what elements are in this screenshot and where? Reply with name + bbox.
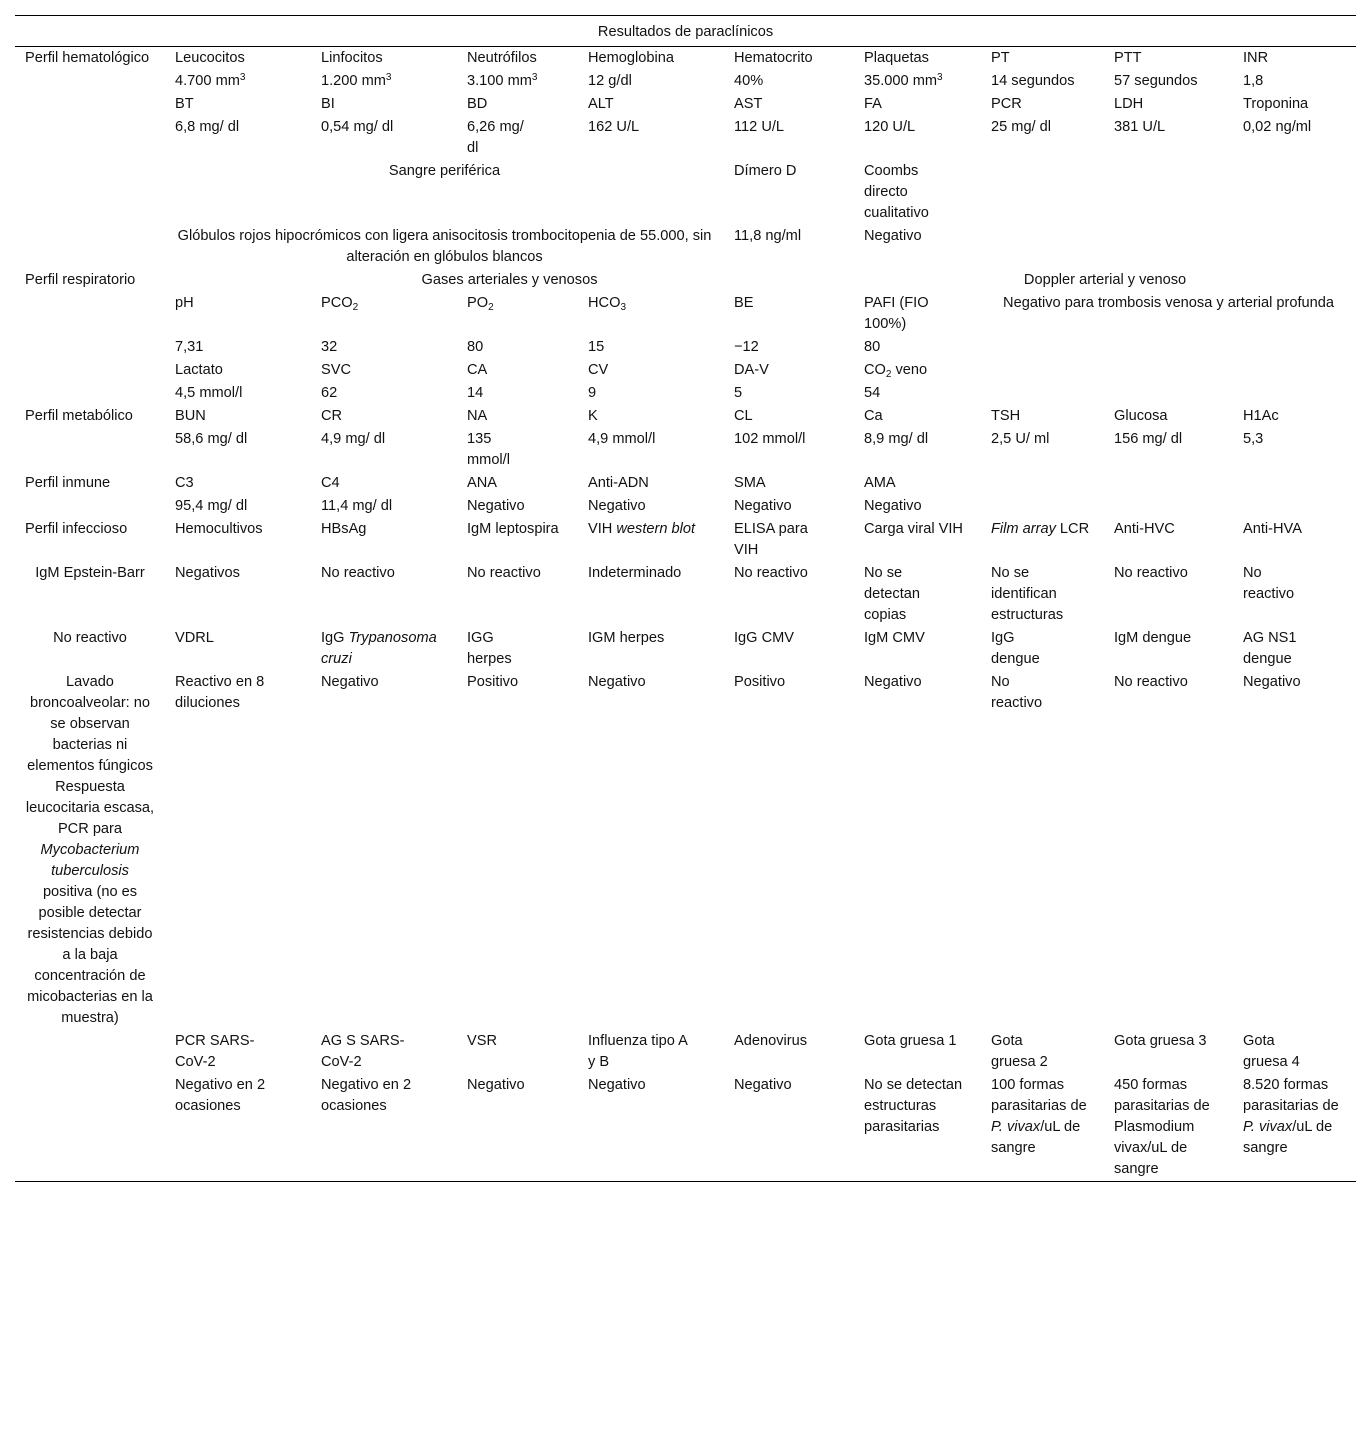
cell: Negativo para trombosis venosa y arterial profunda [1003,295,1335,311]
table-title: Resultados de paraclínicos [597,24,774,40]
cell: VSR [467,1033,498,1049]
cell: PT [991,50,1010,66]
cell: 15 [588,339,605,355]
cell: IgM leptospira [467,521,559,537]
cell: Negativos [175,565,240,581]
cell: PCR [991,96,1022,112]
cell: 54 [864,385,881,401]
cell: HBsAg [321,521,367,537]
cell: 450 formas parasitarias de Plasmodium vivax/uL de sangre [1114,1077,1210,1177]
cell: Gota gruesa 4 [1243,1033,1300,1070]
cell: Positivo [734,674,786,690]
lab-results-table [15,15,1356,1182]
cell: ALT [588,96,614,112]
cell: No reactivo [321,565,395,581]
cell: 112 U/L [734,119,785,135]
cell: PTT [1114,50,1142,66]
cell: No se detectan estructuras parasitarias [864,1077,963,1135]
cell: 1.200 $mm^3$ [321,72,392,89]
cell: AMA [864,475,896,491]
cell: NA [467,408,488,424]
table-row [15,336,1356,359]
cell: 6,26 mg/ dl [467,119,524,156]
cell: Reactivo en 8 diluciones [175,674,265,711]
cell: Anti-HVA [1243,521,1302,537]
cell: PAFI (FIO 100%) [864,295,929,332]
cell: BI [321,96,335,112]
cell: CR [321,408,343,424]
row-label-metabolico: Perfil metabólico [25,408,133,424]
cell: Hematocrito [734,50,813,66]
cell: Negativo [734,1077,792,1093]
cell: Hemoglobina [588,50,674,66]
cell: 11,8 ng/ml [734,228,802,244]
cell: Negativo [864,674,922,690]
cell: 58,6 mg/ dl [175,431,248,447]
cell: 4,9 mg/ dl [321,431,386,447]
cell: Carga viral VIH [864,521,963,537]
cell: $PCO_2$ [321,295,359,313]
cell: No reactivo [991,674,1043,711]
cell: No reactivo [734,565,808,581]
cell: Indeterminado [588,565,682,581]
cell: Anti-ADN [588,475,649,491]
cell: Leucocitos [175,50,245,66]
cell: BUN [175,408,206,424]
row-label-inmune: Perfil inmune [25,475,111,491]
cell: 1,8 [1243,73,1264,89]
cell: −12 [734,339,759,355]
cell: 0,02 ng/ml [1243,119,1312,135]
table-row [15,382,1356,405]
cell: Positivo [467,674,519,690]
cell: IgM Epstein-Barr [35,565,145,581]
cell: 5,3 [1243,431,1264,447]
table-row [15,495,1356,518]
cell: Film array LCR [991,521,1090,537]
cell: Negativo [1243,674,1301,690]
cell: Glóbulos rojos hipocrómicos con ligera anisocitosis trombocitopenia de 55.000, sin alteración en glóbulos blancos [177,228,712,265]
cell: AG S SARS-CoV-2 [321,1033,405,1070]
cell: Negativo [321,674,379,690]
cell: IgM dengue [1114,630,1192,646]
cell: 57 segundos [1114,73,1198,89]
cell: Coombs directo cualitativo [864,163,929,221]
cell: Negativo [467,498,525,514]
cell: Neutrófilos [467,50,537,66]
table-row [15,47,1356,71]
cell: IGG herpes [467,630,512,667]
cell: No reactivo [53,630,127,646]
table-header-row [15,16,1356,47]
cell: BT [175,96,194,112]
table-row [15,627,1356,671]
cell: No reactivo [1114,674,1188,690]
cell: Troponina [1243,96,1309,112]
cell: 4,9 mmol/l [588,431,656,447]
cell: TSH [991,408,1021,424]
table-row [15,518,1356,562]
cell: Ca [864,408,883,424]
table-row [15,428,1356,472]
cell: Negativo [588,1077,646,1093]
cell: Adenovirus [734,1033,808,1049]
cell: CL [734,408,753,424]
cell: CV [588,362,609,378]
cell: 0,54 mg/ dl [321,119,394,135]
cell: SMA [734,475,766,491]
cell: Influenza tipo A y B [588,1033,687,1070]
cell: VIH western blot [588,521,696,537]
cell: Gases arteriales y venosos [421,272,598,288]
cell: $HCO_3$ [588,295,626,313]
row-label-respiratorio: Perfil respiratorio [25,272,136,288]
cell: Doppler arterial y venoso [1023,272,1187,288]
cell: BD [467,96,488,112]
cell: CA [467,362,488,378]
cell: 5 [734,385,743,401]
cell: Gota gruesa 2 [991,1033,1048,1070]
cell: No reactivo [467,565,541,581]
cell: H1Ac [1243,408,1279,424]
table-row [15,269,1356,292]
cell: 80 [864,339,881,355]
cell: pH [175,295,194,311]
cell: IgG CMV [734,630,795,646]
row-label-infeccioso: Perfil infeccioso [25,521,128,537]
cell: INR [1243,50,1269,66]
cell: Negativo [588,498,646,514]
cell: ELISA para VIH [734,521,808,558]
cell: Gota gruesa 3 [1114,1033,1207,1049]
cell: VDRL [175,630,214,646]
table-row [15,405,1356,428]
cell: AG NS1 dengue [1243,630,1297,667]
cell: No reactivo [1114,565,1188,581]
cell: 9 [588,385,597,401]
cell: Anti-HVC [1114,521,1175,537]
cell: Negativo [864,498,922,514]
lab-results-table-wrapper [15,15,1356,1182]
cell: Glucosa [1114,408,1168,424]
cell: 7,31 [175,339,204,355]
cell: 95,4 mg/ dl [175,498,248,514]
cell: 12 g/dl [588,73,632,89]
cell: 62 [321,385,338,401]
cell: Gota gruesa 1 [864,1033,957,1049]
cell: Lactato [175,362,223,378]
cell: ANA [467,475,498,491]
table-row [15,116,1356,160]
cell: 381 U/L [1114,119,1166,135]
table-row [15,70,1356,93]
cell: BE [734,295,754,311]
cell: 35.000 $mm^3$ [864,72,943,89]
cell: $CO_2$ veno [864,362,928,380]
cell: 102 mmol/l [734,431,806,447]
cell: $PO_2$ [467,295,494,313]
cell: 32 [321,339,338,355]
cell: 8.520 formas parasitarias de P. vivax/uL de sangre [1243,1077,1339,1156]
cell: C3 [175,475,194,491]
table-row [15,359,1356,382]
table-row [15,562,1356,627]
cell: 40% [734,73,764,89]
cell: FA [864,96,882,112]
cell: 8,9 mg/ dl [864,431,929,447]
cell: Dímero D [734,163,797,179]
cell: Negativo [734,498,792,514]
cell: C4 [321,475,340,491]
cell: IgG Trypanosoma cruzi [321,630,437,667]
cell: Hemocultivos [175,521,263,537]
cell: 156 mg/ dl [1114,431,1183,447]
table-row [15,160,1356,225]
cell: 3.100 $mm^3$ [467,72,538,89]
table-row [15,225,1356,269]
cell: 11,4 mg/ dl [321,498,393,514]
cell: 120 U/L [864,119,916,135]
table-row [15,93,1356,116]
cell: K [588,408,598,424]
cell: 14 segundos [991,73,1075,89]
cell: 135 mmol/l [467,431,510,468]
table-row [15,1030,1356,1074]
cell: 100 formas parasitarias de P. vivax/uL de sangre [991,1077,1087,1156]
cell: Negativo en 2 ocasiones [321,1077,412,1114]
cell: 14 [467,385,484,401]
row-label-hematologico: Perfil hematológico [25,50,150,66]
table-row [15,292,1356,336]
cell: AST [734,96,763,112]
lavado-broncoalveolar: Lavado broncoalveolar: no se observan bacterias ni elementos fúngicos Respuesta leucocitaria escasa, PCR para Mycobacterium tuberculosis positiva (no es posible detectar resistencias debido a la baja concentración de micobacterias en la muestra) [25,674,155,1026]
cell: Plaquetas [864,50,929,66]
cell: No se identifican estructuras [991,565,1064,623]
cell: No reactivo [1243,565,1295,602]
cell: 2,5 U/ ml [991,431,1050,447]
cell: 25 mg/ dl [991,119,1052,135]
cell: 162 U/L [588,119,640,135]
table-row [15,1074,1356,1182]
cell: DA-V [734,362,769,378]
table-row [15,472,1356,495]
cell: 4,5 mmol/l [175,385,243,401]
cell: 80 [467,339,484,355]
cell: PCR SARS-CoV-2 [175,1033,255,1070]
cell: Negativo [467,1077,525,1093]
cell: IgM CMV [864,630,925,646]
cell: No se detectan copias [864,565,920,623]
cell: LDH [1114,96,1144,112]
cell: Negativo [588,674,646,690]
cell: IgG dengue [991,630,1040,667]
cell: 4.700 $mm^3$ [175,72,246,89]
cell: IGM herpes [588,630,665,646]
cell: 6,8 mg/ dl [175,119,240,135]
cell: SVC [321,362,352,378]
cell: Linfocitos [321,50,383,66]
table-row [15,671,1356,1030]
cell: Sangre periférica [388,163,501,179]
cell: Negativo [864,228,922,244]
cell: Negativo en 2 ocasiones [175,1077,266,1114]
